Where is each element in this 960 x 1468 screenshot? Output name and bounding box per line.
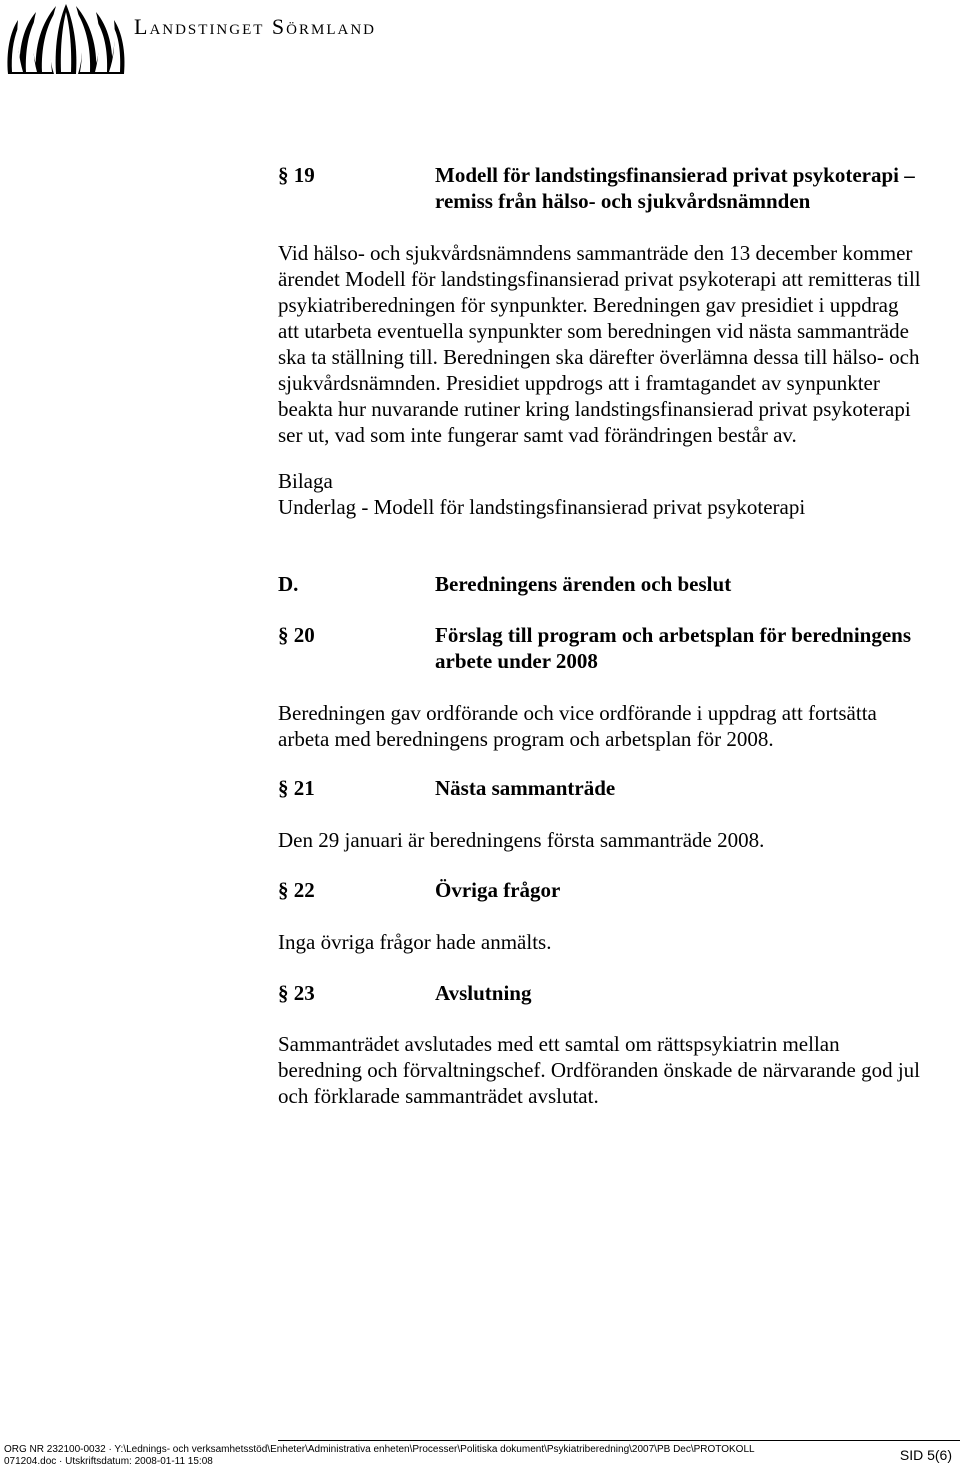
section-20-body bbox=[278, 700, 958, 752]
footer-date-line: 071204.doc · Utskriftsdatum: 2008-01-11 15:08 bbox=[4, 1456, 213, 1467]
section-21-body: Den 29 januari är beredningens första sammanträde 2008. bbox=[278, 828, 765, 852]
body-line: beakta hur nuvarande rutiner kring landstingsfinansierad privat psykoterapi bbox=[278, 397, 911, 421]
section-23-body bbox=[278, 1031, 958, 1109]
lotus-flower-logo bbox=[4, 2, 128, 78]
organization-name: Landstinget Sörmland bbox=[134, 14, 376, 39]
section-19-title bbox=[435, 162, 915, 214]
body-line: psykiatriberedningen för synpunkter. Beredningen gav presidiet i uppdrag bbox=[278, 293, 899, 317]
section-20-number: § 20 bbox=[278, 623, 315, 647]
body-line: och förklarade sammanträdet avslutat. bbox=[278, 1084, 599, 1108]
section-19-number: § 19 bbox=[278, 163, 315, 187]
section-20-title bbox=[435, 622, 911, 674]
page-number: SID 5(6) bbox=[899, 1447, 952, 1463]
section-21-title: Nästa sammanträde bbox=[435, 776, 616, 800]
section-22-title: Övriga frågor bbox=[435, 878, 561, 902]
footer-divider bbox=[278, 1440, 960, 1441]
body-line: att utarbeta eventuella synpunkter som beredningen vid nästa sammanträde bbox=[278, 319, 909, 343]
part-d-title: Beredningens ärenden och beslut bbox=[435, 572, 732, 596]
body-line: sjukvårdsnämnden. Presidiet uppdrogs att i framtagandet av synpunkter bbox=[278, 371, 880, 395]
body-line: beredning och förvaltningschef. Ordföranden önskade de närvarande god jul bbox=[278, 1058, 921, 1082]
attachment-text: Underlag - Modell för landstingsfinansierad privat psykoterapi bbox=[278, 495, 806, 519]
part-d-letter: D. bbox=[278, 572, 299, 596]
attachment-label: Bilaga bbox=[278, 469, 333, 493]
section-19-body bbox=[278, 240, 958, 448]
section-23-title: Avslutning bbox=[435, 981, 532, 1005]
body-line: ser ut, vad som inte fungerar samt vad förändringen består av. bbox=[278, 423, 797, 447]
body-line: arbeta med beredningens program och arbetsplan för 2008. bbox=[278, 727, 774, 751]
body-line: Beredningen gav ordförande och vice ordförande i uppdrag att fortsätta bbox=[278, 701, 877, 725]
section-22-number: § 22 bbox=[278, 878, 315, 902]
body-line: ärendet Modell för landstingsfinansierad privat psykoterapi att remitteras till bbox=[278, 267, 921, 291]
section-22-body: Inga övriga frågor hade anmälts. bbox=[278, 930, 552, 954]
section-21-number: § 21 bbox=[278, 776, 315, 800]
body-line: Sammanträdet avslutades med ett samtal om rättspsykiatrin mellan bbox=[278, 1032, 840, 1056]
section-19-title-line: Modell för landstingsfinansierad privat psykoterapi – bbox=[435, 163, 915, 187]
section-23-number: § 23 bbox=[278, 981, 315, 1005]
footer-path-line: ORG NR 232100-0032 · Y:\Lednings- och verksamhetsstöd\Enheter\Administrativa enheten\Processer\Politiska dokument\Psykiatriberedning\2007\PB Dec\PROTOKOLL bbox=[4, 1444, 755, 1455]
body-line: ska ta ställning till. Beredningen ska därefter överlämna dessa till hälso- och bbox=[278, 345, 920, 369]
section-20-title-line: Förslag till program och arbetsplan för beredningens bbox=[435, 623, 912, 647]
section-20-title-line: arbete under 2008 bbox=[435, 649, 598, 673]
body-line: Vid hälso- och sjukvårdsnämndens sammanträde den 13 december kommer bbox=[278, 241, 913, 265]
section-19-title-line: remiss från hälso- och sjukvårdsnämnden bbox=[435, 189, 811, 213]
